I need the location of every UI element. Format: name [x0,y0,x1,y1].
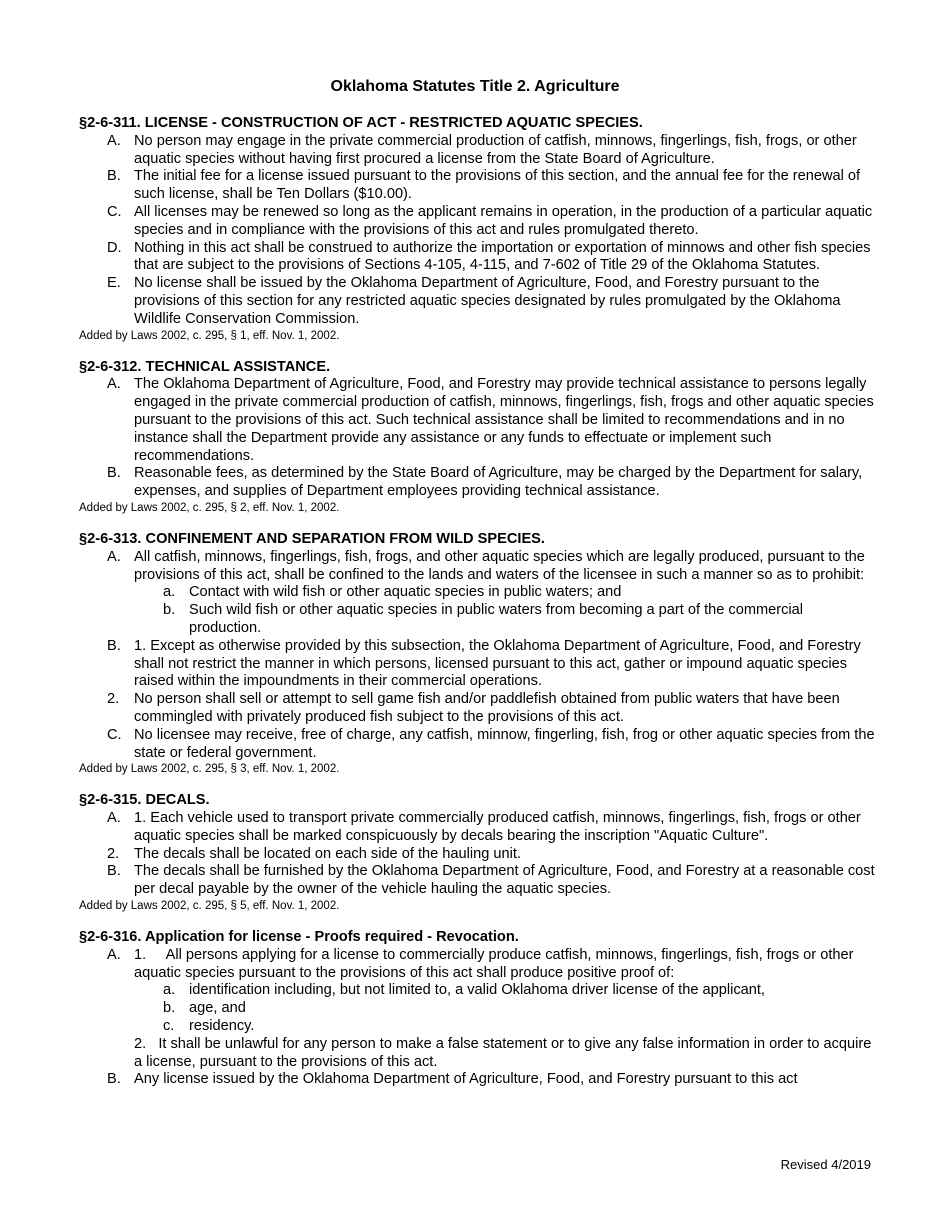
section-heading: §2-6-313. CONFINEMENT AND SEPARATION FROM WILD SPECIES. [79,530,545,547]
list-item [79,376,879,465]
item-text: 1. Except as otherwise provided by this subsection, the Oklahoma Department of Agriculture, Food, and Forestry shall not restrict the manner in which persons, licensed pursuant to this act, gather or impound aquatic species raised within the impoundments in their commercial operations. [134,637,861,690]
item-text: The decals shall be furnished by the Oklahoma Department of Agriculture, Food, and Forestry at a reasonable cost per decal payable by the owner of the vehicle hauling the aquatic species. [134,863,875,898]
item-text: Reasonable fees, as determined by the State Board of Agriculture, may be charged by the Department for salary, expenses, and supplies of Department employees providing technical assistance. [134,465,863,500]
item-text: The decals shall be located on each side of the hauling unit. [134,845,521,862]
item-label: A. [107,946,121,963]
list-item [79,727,879,763]
sub-item [79,584,879,602]
list-item [79,691,879,727]
item-label: 2. [107,845,120,862]
item-label: B. [107,168,121,185]
sub-item-text: identification including, but not limited to, a valid Oklahoma driver license of the applicant, [189,982,765,999]
section-citation: Added by Laws 2002, c. 295, § 5, eff. Nov. 1, 2002. [79,900,340,913]
document-title: Oklahoma Statutes Title 2. Agriculture [330,78,620,95]
item-text: No license shall be issued by the Oklahoma Department of Agriculture, Food, and Forestry pursuant to the provisions of this section for any restricted aquatic species designated by rules promulgated by the Oklahoma Wildlife Conservation Commission. [134,275,841,327]
item-label: B. [107,1071,121,1088]
item-label: C. [107,203,122,220]
item-label: E. [107,275,121,292]
item-text: No person shall sell or attempt to sell game fish and/or paddlefish obtained from public waters that have been commingled with privately produced fish subject to the provisions of this act. [134,691,840,725]
list-item [79,846,879,864]
item-label: A. [107,376,121,393]
sub-item-label: c. [163,1018,175,1035]
sub-item-label: b. [163,602,176,619]
paragraph: 2. It shall be unlawful for any person to make a false statement or to give any false information in order to acquire a license, pursuant to the provisions of this act. [134,1035,876,1070]
section-citation: Added by Laws 2002, c. 295, § 1, eff. Nov. 1, 2002. [79,329,340,342]
item-label: A. [107,810,121,827]
sub-item-label: a. [163,982,176,999]
section-heading: §2-6-311. LICENSE - CONSTRUCTION OF ACT - RESTRICTED AQUATIC SPECIES. [79,115,643,131]
sub-item-label: a. [163,584,176,601]
list-item [79,638,879,691]
item-text: The initial fee for a license issued pursuant to the provisions of this section, and the annual fee for the renewal of such license, shall be Ten Dollars ($10.00). [134,168,861,203]
item-text: Any license issued by the Oklahoma Department of Agriculture, Food, and Forestry pursuant to this act [134,1071,798,1088]
item-text: The Oklahoma Department of Agriculture, Food, and Forestry may provide technical assistance to persons legally engaged in the private commercial production of catfish, minnows, fingerlings, fish, frogs and other aquatic species pursuant to the provisions of this act. Such technical assistance shall be limited to recommendations and in no instance shall the Department provide any assistance or any funds to effectuate or implement such recommendations. [134,376,874,464]
list-item [79,168,879,204]
list-item [79,133,879,169]
list-item [79,204,879,240]
item-text: No licensee may receive, free of charge, any catfish, minnow, fingerling, fish, frog or other aquatic species from the state or federal government. [134,726,875,761]
item-text: No person may engage in the private commercial production of catfish, minnows, fingerlings, fish, frogs, or other aquatic species without having first procured a license from the State Board of Agriculture. [134,132,857,167]
section-heading: §2-6-316. Application for license - Proofs required - Revocation. [79,929,519,946]
section-heading: §2-6-315. DECALS. [79,792,210,809]
item-text: Nothing in this act shall be construed to authorize the importation or exportation of minnows and other fish species that are subject to the provisions of Sections 4-105, 4-115, and 7-602 of Title 29 of the Oklahoma Statutes. [134,239,871,274]
sub-item-text: age, and [189,1000,246,1017]
list-item [79,549,879,585]
section-heading: §2-6-312. TECHNICAL ASSISTANCE. [79,358,331,375]
sub-item-text: Such wild fish or other aquatic species in public waters from becoming a part of the commercial production. [189,602,804,636]
item-label: A. [107,548,121,565]
list-item [79,275,879,328]
list-item [79,947,879,983]
document-body [79,115,879,1105]
list-item [79,810,879,846]
list-item [79,1071,879,1089]
sub-item-label: b. [163,1000,176,1017]
revision-footer: Revised 4/2019 [780,1157,871,1172]
list-item [79,465,879,501]
item-text: All catfish, minnows, fingerlings, fish, frogs, and other aquatic species which are legally produced, pursuant to the provisions of this act, shall be confined to the lands and waters of the licensee in such a manner so as to prohibit: [134,548,865,583]
list-item [79,240,879,276]
item-label: B. [107,863,121,880]
section-312 [79,359,879,515]
sub-item [79,982,879,1000]
section-315 [79,792,879,913]
section-citation: Added by Laws 2002, c. 295, § 2, eff. Nov. 1, 2002. [79,501,340,514]
section-313 [79,531,879,776]
item-text: All licenses may be renewed so long as the applicant remains in operation, in the production of a particular aquatic species and in compliance with the provisions of this act and rules promulgated thereto. [134,203,873,238]
sub-item [79,1018,879,1036]
item-label: B. [107,465,121,482]
section-311 [79,115,879,343]
item-text: 1. All persons applying for a license to commercially produce catfish, minnows, fingerlings, fish, frogs or other aquatic species pursuant to the provisions of this act shall produce positive proof of: [134,946,858,981]
list-item [79,863,879,899]
sub-item [79,602,879,638]
section-316 [79,929,879,1089]
item-label: B. [107,637,121,654]
item-label: C. [107,726,122,743]
sub-item-text: Contact with wild fish or other aquatic species in public waters; and [189,584,622,601]
item-text: 1. Each vehicle used to transport private commercially produced catfish, minnows, fingerlings, fish, frogs or other aquatic species shall be marked conspicuously by decals bearing the inscription "Aquatic Culture". [134,810,861,844]
item-label: 2. [107,691,120,708]
item-label: A. [107,132,121,149]
sub-item-text: residency. [189,1018,255,1035]
item-label: D. [107,239,122,256]
section-citation: Added by Laws 2002, c. 295, § 3, eff. Nov. 1, 2002. [79,763,340,776]
sub-item [79,1000,879,1018]
